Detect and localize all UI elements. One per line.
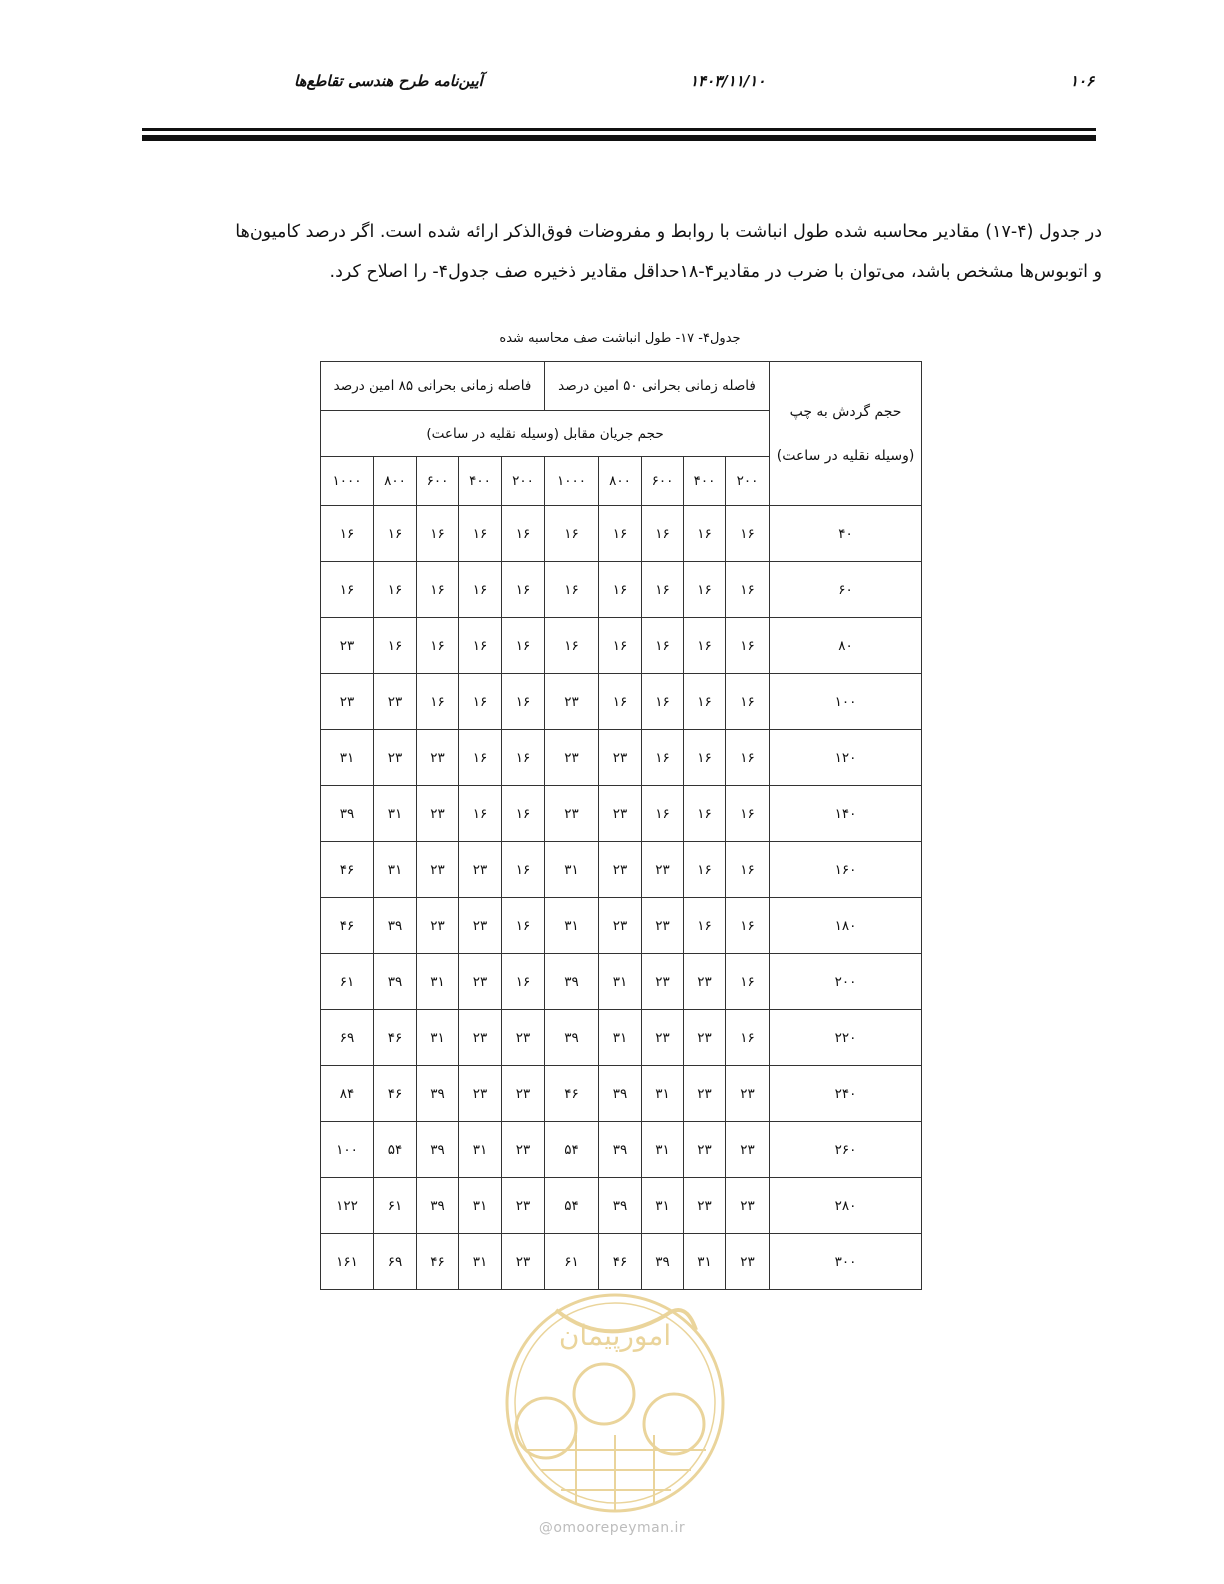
queue-length-cell: ۲۳ (545, 730, 599, 786)
queue-length-cell: ۱۶ (642, 618, 684, 674)
queue-length-cell: ۲۳ (684, 1178, 726, 1234)
queue-length-cell: ۲۳ (726, 1234, 770, 1290)
opposing-flow-subheader: ۶۰۰ (417, 457, 459, 506)
queue-length-cell: ۳۱ (545, 842, 599, 898)
queue-length-cell: ۱۶ (459, 506, 502, 562)
queue-length-cell: ۴۶ (374, 1010, 417, 1066)
queue-length-cell: ۱۶ (417, 506, 459, 562)
queue-length-cell: ۳۱ (321, 730, 374, 786)
queue-length-cell: ۱۶ (599, 674, 642, 730)
header-title: آیین‌نامه طرح هندسی تقاطع‌ها (294, 72, 483, 90)
watermark-logo (486, 1290, 744, 1516)
left-turn-volume-cell: ۲۶۰ (770, 1122, 922, 1178)
table-row (321, 1122, 922, 1178)
queue-length-cell: ۶۹ (321, 1010, 374, 1066)
queue-length-cell: ۵۴ (374, 1122, 417, 1178)
queue-length-cell: ۱۶ (459, 618, 502, 674)
queue-length-cell: ۲۳ (459, 1066, 502, 1122)
queue-length-cell: ۱۶ (502, 898, 545, 954)
queue-length-cell: ۱۶ (502, 730, 545, 786)
left-turn-volume-cell: ۲۸۰ (770, 1178, 922, 1234)
queue-length-cell: ۳۱ (642, 1122, 684, 1178)
queue-length-cell: ۲۳ (502, 1122, 545, 1178)
queue-length-cell: ۳۱ (684, 1234, 726, 1290)
queue-length-cell: ۲۳ (502, 1066, 545, 1122)
opposing-flow-subheader: ۴۰۰ (684, 457, 726, 506)
page-header (142, 72, 1096, 102)
queue-length-cell: ۱۶ (459, 786, 502, 842)
queue-length-cell: ۳۱ (459, 1178, 502, 1234)
header-date: ۱۴۰۳/۱۱/۱۰ (690, 72, 766, 90)
queue-length-cell: ۳۹ (417, 1122, 459, 1178)
queue-length-cell: ۲۳ (684, 954, 726, 1010)
queue-length-cell: ۲۳ (642, 842, 684, 898)
left-turn-volume-cell: ۴۰ (770, 506, 922, 562)
queue-length-cell: ۶۱ (321, 954, 374, 1010)
queue-length-cell: ۱۶ (726, 954, 770, 1010)
paragraph-line-1: در جدول (۴-۱۷) مقادیر محاسبه شده طول انباشت با روابط و مفروضات فوق‌الذکر ارائه شده است. اگر درصد کامیون‌ها (235, 222, 1102, 242)
body-paragraph (140, 212, 1102, 292)
queue-length-cell: ۳۱ (459, 1122, 502, 1178)
queue-length-cell: ۱۶ (502, 674, 545, 730)
queue-length-cell: ۲۳ (459, 898, 502, 954)
queue-length-cell: ۱۶ (502, 842, 545, 898)
queue-length-cell: ۳۹ (321, 786, 374, 842)
queue-length-cell: ۱۶ (726, 730, 770, 786)
queue-length-cell: ۱۶ (374, 562, 417, 618)
queue-length-cell: ۲۳ (417, 842, 459, 898)
queue-length-cell: ۳۱ (374, 842, 417, 898)
paragraph-line-2: و اتوبوس‌ها مشخص باشد، می‌توان با ضرب در مقادیر۴-۱۸حداقل مقادیر ذخیره صف جدول۴- را اصلاح کرد. (329, 262, 1102, 282)
queue-length-cell: ۳۱ (599, 1010, 642, 1066)
queue-length-cell: ۱۶ (726, 1010, 770, 1066)
queue-length-cell: ۱۶ (684, 842, 726, 898)
table-row (321, 1066, 922, 1122)
queue-length-cell: ۲۳ (642, 954, 684, 1010)
queue-length-cell: ۱۶ (642, 786, 684, 842)
queue-length-cell: ۲۳ (599, 898, 642, 954)
queue-length-cell: ۲۳ (502, 1178, 545, 1234)
table-row (321, 1234, 922, 1290)
left-turn-volume-header (770, 362, 922, 506)
queue-length-cell: ۴۶ (599, 1234, 642, 1290)
left-turn-volume-cell: ۱۴۰ (770, 786, 922, 842)
table-row (321, 786, 922, 842)
left-turn-header-line2: (وسیله نقلیه در ساعت) (776, 447, 915, 464)
left-turn-volume-cell: ۱۰۰ (770, 674, 922, 730)
queue-length-cell: ۱۶ (599, 618, 642, 674)
table-row (321, 1010, 922, 1066)
left-turn-volume-cell: ۲۰۰ (770, 954, 922, 1010)
left-turn-volume-cell: ۱۶۰ (770, 842, 922, 898)
queue-length-cell: ۳۹ (545, 954, 599, 1010)
queue-length-cell: ۲۳ (599, 786, 642, 842)
queue-length-cell: ۲۳ (417, 730, 459, 786)
queue-length-cell: ۱۶ (545, 506, 599, 562)
table-row (321, 562, 922, 618)
queue-length-cell: ۴۶ (417, 1234, 459, 1290)
queue-length-cell: ۳۹ (599, 1178, 642, 1234)
queue-length-cell: ۲۳ (417, 898, 459, 954)
queue-length-cell: ۱۶ (642, 506, 684, 562)
queue-length-cell: ۱۶ (321, 506, 374, 562)
queue-length-cell: ۱۶ (502, 954, 545, 1010)
queue-length-cell: ۳۱ (417, 1010, 459, 1066)
queue-length-cell: ۲۳ (642, 898, 684, 954)
queue-length-cell: ۳۱ (642, 1178, 684, 1234)
queue-length-cell: ۱۶ (726, 506, 770, 562)
queue-length-cell: ۱۶ (684, 506, 726, 562)
queue-length-cell: ۱۶ (642, 674, 684, 730)
queue-length-cell: ۴۶ (321, 842, 374, 898)
queue-length-cell: ۲۳ (502, 1010, 545, 1066)
queue-length-cell: ۲۳ (417, 786, 459, 842)
queue-length-cell: ۲۳ (459, 954, 502, 1010)
queue-length-cell: ۳۱ (417, 954, 459, 1010)
queue-length-cell: ۲۳ (599, 842, 642, 898)
left-turn-volume-cell: ۲۲۰ (770, 1010, 922, 1066)
opposing-flow-subheader: ۴۰۰ (459, 457, 502, 506)
queue-length-cell: ۱۶ (684, 674, 726, 730)
table-caption: جدول۴- ۱۷- طول انباشت صف محاسبه شده (499, 331, 741, 346)
table-row (321, 1178, 922, 1234)
queue-length-cell: ۱۶ (374, 506, 417, 562)
table-row (321, 730, 922, 786)
queue-length-cell: ۲۳ (642, 1010, 684, 1066)
queue-length-cell: ۲۳ (726, 1178, 770, 1234)
queue-length-cell: ۲۳ (684, 1010, 726, 1066)
queue-length-cell: ۳۹ (374, 898, 417, 954)
queue-length-cell: ۱۶ (684, 618, 726, 674)
watermark-logo-text: امورپیمان (558, 1319, 672, 1352)
queue-length-cell: ۱۶ (599, 562, 642, 618)
table-row (321, 674, 922, 730)
queue-length-cell: ۵۴ (545, 1122, 599, 1178)
queue-length-cell: ۱۶ (726, 898, 770, 954)
queue-length-cell: ۱۶ (374, 618, 417, 674)
group-85th-percentile-header: فاصله زمانی بحرانی ۸۵ امین درصد (321, 362, 545, 411)
left-turn-volume-cell: ۶۰ (770, 562, 922, 618)
opposing-flow-subheader: ۲۰۰ (726, 457, 770, 506)
table-row (321, 842, 922, 898)
queue-length-cell: ۳۹ (599, 1122, 642, 1178)
opposing-flow-subheader: ۸۰۰ (599, 457, 642, 506)
queue-length-cell: ۱۲۲ (321, 1178, 374, 1234)
queue-length-cell: ۲۳ (459, 1010, 502, 1066)
queue-length-cell: ۵۴ (545, 1178, 599, 1234)
table-row (321, 506, 922, 562)
queue-length-cell: ۱۶ (726, 786, 770, 842)
queue-length-cell: ۲۳ (684, 1122, 726, 1178)
opposing-flow-subheader: ۲۰۰ (502, 457, 545, 506)
queue-length-cell: ۳۱ (642, 1066, 684, 1122)
opposing-flow-subheader: ۶۰۰ (642, 457, 684, 506)
queue-length-cell: ۲۳ (545, 786, 599, 842)
queue-length-cell: ۱۶ (502, 506, 545, 562)
queue-length-cell: ۱۶ (726, 674, 770, 730)
left-turn-volume-cell: ۱۸۰ (770, 898, 922, 954)
queue-length-cell: ۱۶ (417, 618, 459, 674)
queue-length-cell: ۶۹ (374, 1234, 417, 1290)
watermark-url: @omoorepeyman.ir (538, 1520, 686, 1536)
queue-length-cell: ۱۶ (599, 506, 642, 562)
queue-length-cell: ۲۳ (321, 674, 374, 730)
queue-length-cell: ۲۳ (321, 618, 374, 674)
queue-length-cell: ۲۳ (684, 1066, 726, 1122)
queue-length-cell: ۱۶ (726, 842, 770, 898)
header-rule-thick (142, 135, 1096, 141)
group-50th-percentile-header: فاصله زمانی بحرانی ۵۰ امین درصد (545, 362, 770, 411)
queue-length-cell: ۳۹ (545, 1010, 599, 1066)
queue-length-cell: ۴۶ (545, 1066, 599, 1122)
queue-length-cell: ۶۱ (374, 1178, 417, 1234)
queue-length-cell: ۱۶ (684, 562, 726, 618)
queue-length-cell: ۲۳ (599, 730, 642, 786)
queue-length-cell: ۴۶ (321, 898, 374, 954)
queue-length-cell: ۳۱ (374, 786, 417, 842)
queue-length-cell: ۱۶ (417, 562, 459, 618)
queue-length-cell: ۱۶ (321, 562, 374, 618)
queue-length-cell: ۱۶ (684, 898, 726, 954)
queue-length-cell: ۱۶ (545, 618, 599, 674)
queue-length-cell: ۱۶ (459, 674, 502, 730)
queue-length-cell: ۱۶۱ (321, 1234, 374, 1290)
opposing-flow-header: حجم جریان مقابل (وسیله نقلیه در ساعت) (321, 411, 770, 457)
queue-storage-table (320, 361, 922, 1290)
table-row (321, 954, 922, 1010)
queue-length-cell: ۱۶ (502, 562, 545, 618)
page-number: ۱۰۶ (1070, 72, 1095, 90)
queue-length-cell: ۴۶ (374, 1066, 417, 1122)
queue-length-cell: ۱۶ (459, 562, 502, 618)
queue-length-cell: ۲۳ (726, 1066, 770, 1122)
queue-length-cell: ۱۶ (642, 730, 684, 786)
queue-length-cell: ۱۶ (545, 562, 599, 618)
queue-length-cell: ۳۹ (417, 1066, 459, 1122)
opposing-flow-subheader: ۱۰۰۰ (321, 457, 374, 506)
table-row (321, 898, 922, 954)
left-turn-volume-cell: ۳۰۰ (770, 1234, 922, 1290)
queue-length-cell: ۱۶ (726, 618, 770, 674)
opposing-flow-subheader: ۱۰۰۰ (545, 457, 599, 506)
queue-length-cell: ۱۶ (684, 786, 726, 842)
queue-length-cell: ۱۶ (726, 562, 770, 618)
queue-length-cell: ۳۱ (459, 1234, 502, 1290)
queue-length-cell: ۲۳ (374, 730, 417, 786)
queue-length-cell: ۱۶ (417, 674, 459, 730)
queue-length-cell: ۱۰۰ (321, 1122, 374, 1178)
queue-length-cell: ۳۱ (599, 954, 642, 1010)
queue-length-cell: ۳۱ (545, 898, 599, 954)
queue-length-cell: ۳۹ (374, 954, 417, 1010)
left-turn-volume-cell: ۲۴۰ (770, 1066, 922, 1122)
table-row (321, 618, 922, 674)
queue-length-cell: ۲۳ (459, 842, 502, 898)
queue-length-cell: ۲۳ (726, 1122, 770, 1178)
queue-length-cell: ۳۹ (599, 1066, 642, 1122)
queue-length-cell: ۱۶ (502, 618, 545, 674)
queue-length-cell: ۸۴ (321, 1066, 374, 1122)
queue-length-cell: ۶۱ (545, 1234, 599, 1290)
queue-length-cell: ۳۹ (642, 1234, 684, 1290)
queue-length-cell: ۳۹ (417, 1178, 459, 1234)
queue-length-cell: ۲۳ (502, 1234, 545, 1290)
left-turn-header-line1: حجم گردش به چپ (789, 403, 902, 420)
queue-length-cell: ۲۳ (545, 674, 599, 730)
queue-length-cell: ۲۳ (374, 674, 417, 730)
opposing-flow-subheader: ۸۰۰ (374, 457, 417, 506)
queue-length-cell: ۱۶ (642, 562, 684, 618)
left-turn-volume-cell: ۱۲۰ (770, 730, 922, 786)
queue-length-cell: ۱۶ (459, 730, 502, 786)
queue-length-cell: ۱۶ (502, 786, 545, 842)
left-turn-volume-cell: ۸۰ (770, 618, 922, 674)
queue-length-cell: ۱۶ (684, 730, 726, 786)
header-rule-thin (142, 128, 1096, 131)
